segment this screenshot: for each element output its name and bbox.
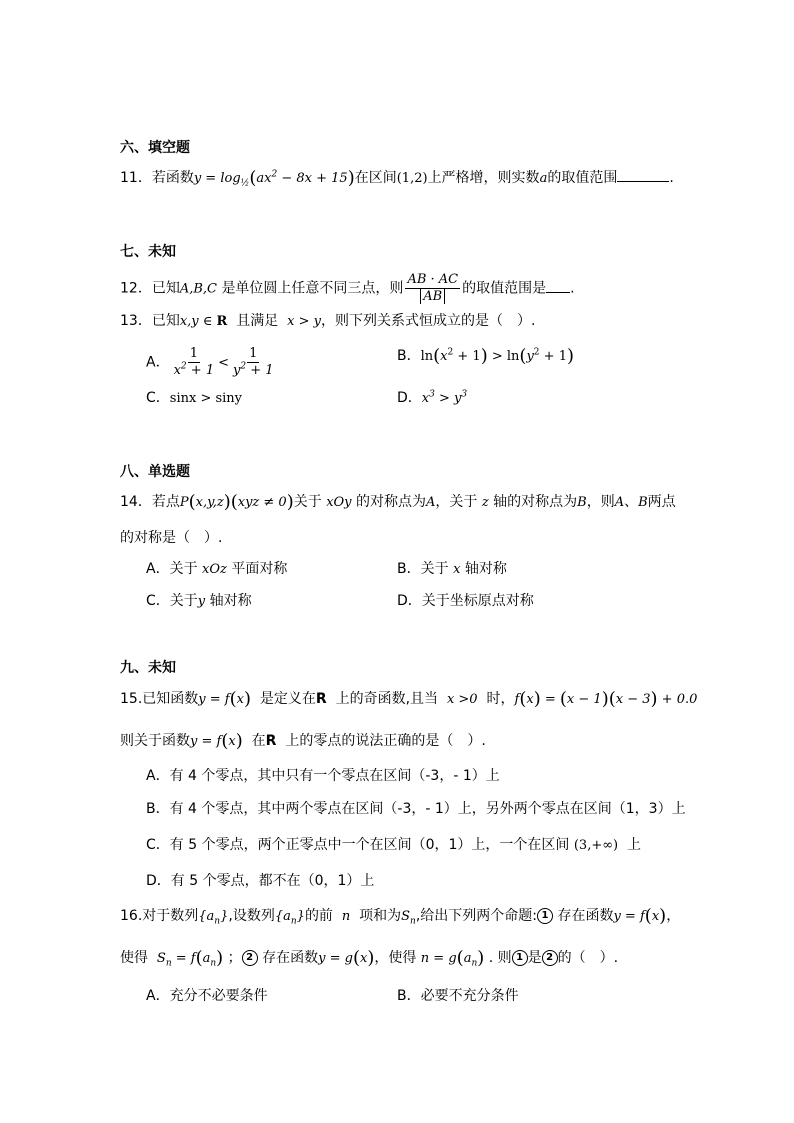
q15-option-a[interactable]: A．有 4 个零点，其中只有一个零点在区间（-3，- 1）上 xyxy=(146,768,500,784)
q15-option-c[interactable]: C．有 5 个零点，两个正零点中一个在区间（0，1）上，一个在区间 (3,+∞) 上 xyxy=(146,837,642,853)
q14-option-d[interactable]: D．关于坐标原点对称 xyxy=(397,593,534,609)
q16-option-b[interactable]: B．必要不充分条件 xyxy=(397,988,519,1004)
q14-option-c[interactable]: C．关于y 轴对称 xyxy=(146,593,252,609)
q13-option-d[interactable]: D．$x^3 > y^3$ xyxy=(397,389,468,406)
answer-blank xyxy=(546,280,570,293)
question-15-line-2: 则关于函数y = f(x) 在R 上的零点的说法正确的是（ ）. xyxy=(120,730,486,752)
question-13: 13．已知x,y ∈ R 且满足 x > y，则下列关系式恒成立的是（ ）. xyxy=(120,313,536,329)
question-11: 11．若函数$y = \log_{\frac{1}{2}}(ax^2 - 8x + 15)$在区间(1,2)上严格增，则实数a的取值范围 . xyxy=(120,167,674,189)
q11-formula: $y = \log_{\frac{1}{2}}(ax^2 - 8x + 15)$ xyxy=(193,167,355,189)
q14-option-b[interactable]: B．关于 x 轴对称 xyxy=(397,561,507,577)
section-heading-7: 七、未知 xyxy=(120,244,176,260)
q13-option-b[interactable]: B．$\ln(x^2 + 1) > \ln(y^2 + 1)$ xyxy=(397,345,574,367)
section-heading-8: 八、单选题 xyxy=(120,464,190,480)
question-14-line-1: 14．若点P(x,y,z)(xyz ≠ 0)关于 xOy 的对称点为A，关于 z 轴的对称点为B，则A、B两点 xyxy=(120,491,676,513)
q15-option-b[interactable]: B．有 4 个零点，其中两个零点在区间（-3，- 1）上，另外两个零点在区间（1，3）上 xyxy=(146,801,686,817)
question-16-line-1: 16.对于数列$\{a_n\}$,设数列$\{a_n\}$的前 n 项和为$S_n$,给出下列两个命题: 1 存在函数y = f(x)， xyxy=(120,905,681,927)
q11-number: 11． xyxy=(120,170,152,186)
section-heading-6: 六、填空题 xyxy=(120,140,190,156)
question-16-line-2: 使得 $S_n = f(a_n)$ ； 2 存在函数y = g(x)，使得 $n = g(a_n)$ . 则 1 是 2 的（ ）. xyxy=(120,947,619,969)
q12-fraction: $\frac{AB \cdot AC}{AB}$ xyxy=(407,272,459,304)
q15-option-d[interactable]: D．有 5 个零点，都不在（0，1）上 xyxy=(146,873,375,889)
circled-2: 2 xyxy=(242,950,258,966)
question-14-line-2: 的对称是（ ）. xyxy=(120,530,223,546)
q14-option-a[interactable]: A．关于 xOz 平面对称 xyxy=(146,561,288,577)
section-heading-9: 九、未知 xyxy=(120,660,176,676)
q16-option-a[interactable]: A．充分不必要条件 xyxy=(146,988,268,1004)
answer-blank xyxy=(617,169,669,182)
circled-1: 1 xyxy=(537,908,553,924)
q13-option-c[interactable]: C．sinx > siny xyxy=(146,390,243,406)
q13-option-a[interactable]: A． $\frac{1}{x^2 + 1}$ < $\frac{1}{y^2 + 1}$ xyxy=(146,346,274,378)
question-15-line-1: 15.已知函数y = f(x) 是定义在R 上的奇函数,且当 x >0 时，f(x) = (x − 1)(x − 3) + 0.0 xyxy=(120,688,698,710)
question-12: 12．已知A,B,C 是单位圆上任意不同三点，则 $\frac{AB \cdot AC}{AB}$ 的取值范围是 . xyxy=(120,272,575,304)
